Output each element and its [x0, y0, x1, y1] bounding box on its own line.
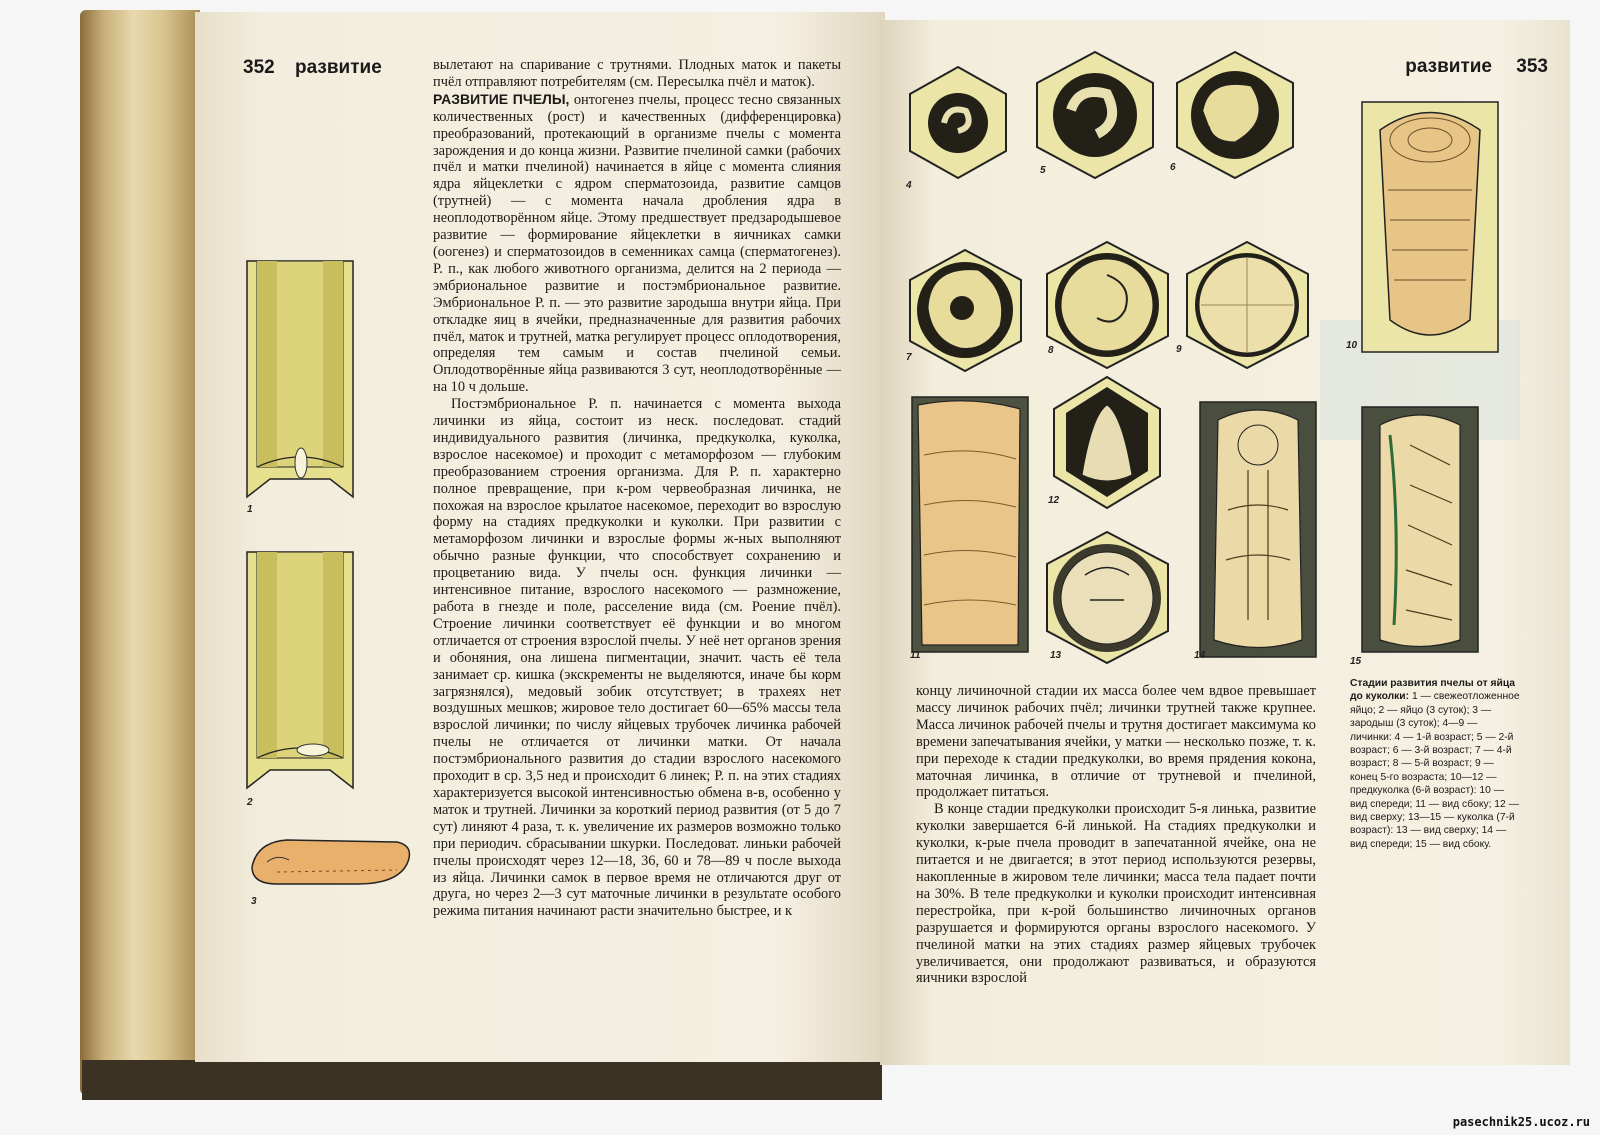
figure-7-larva-4th-instar	[908, 248, 1023, 373]
paragraph-metamorphosis: В конце стадии предкуколки происходит 5-я линька, развитие куколки завершается 6-й линькой. На стадиях предкуколки и куколки, к-рые пчела проводит в запечатанной ячейке, она не питается и не двигается; в этот период используются резервы, накопленные в жировом теле личинки; масса тела падает почти на 30%. В теле предкуколки и куколки происходит интенсивная перестройка, при к-рой большинство личиночных органов разрушается и формируются органы взрослого насекомого. У пчелиной матки на этих стадиях размер яйцевых трубочек увеличивается, они продолжают развиваться, и образуются яичники взрослой	[916, 801, 1316, 987]
site-watermark: pasechnik25.ucoz.ru	[1452, 1115, 1590, 1129]
figure-4-larva-1st-instar	[908, 65, 1008, 180]
book-cover-bottom	[82, 1060, 882, 1100]
figure-8-larva-5th-instar	[1045, 240, 1170, 370]
figure-label-14: 14	[1194, 650, 1206, 661]
entry-body: онтогенез пчелы, процесс тесно связанных количественных (рост) и качественных (дифференцировка) преобразований, протекающий в организме пчелы с момента зарождения и до конца жизни. Развитие пчелиной самки (рабочих пчёл и матки пчелиной) начинается в яйце с момента слияния ядра яйцеклетки с ядром сперматозоида, развитие самцов (трутней) — с момента начала дробления ядра в неоплодотворённом яйце. Этому предшествует предзародышевое развитие — формирование яйцеклетки в яичниках самки (оогенез) и сперматозоидов в семенниках самца (сперматогенез). Р. п., как любого животного организма, делится на 2 периода — эмбриональное развитие и постэмбриональное развитие. Эмбриональное Р. п. — это развитие зародыша внутри яйца. При откладке яиц в ячейки, предназначенные для развития рабочих пчёл, маток и трутней, матка регулирует процесс оплодотворения, определяя тем самым и состав пчелиной семьи. Оплодотворённые яйца развиваются 3 сут, неоплодотворённые — на 10 ч дольше.	[433, 91, 841, 396]
figure-9-larva-end-5th-instar	[1185, 240, 1310, 370]
figure-label-12: 12	[1048, 495, 1060, 506]
figure-15-pupa-side	[1360, 405, 1480, 655]
page-number-right: 353	[1516, 56, 1548, 77]
figure-label-3: 3	[251, 896, 257, 907]
running-head-left: развитие	[295, 57, 382, 78]
paragraph-continuation-right: концу личиночной стадии их масса более чем вдвое превышает массу личинок рабочих пчёл; личинки трутней также крупнее. Масса личинок рабочей пчелы и трутня достигает максимума ко времени запечатывания ячейки, у матки — несколько позже, т. к. при переходе к стадии предкуколки, во время прядения кокона, маточная личинка, в отличие от трутневой и пчелиной, продолжает питаться.	[916, 683, 1316, 801]
figure-14-pupa-front	[1198, 400, 1318, 660]
figure-13-pupa-top	[1045, 530, 1170, 665]
caption-body: 1 — свежеотложенное яйцо; 2 — яйцо (3 суток); 3 — зародыш (3 суток); 4—9 — личинки: 4 — 1-й возраст; 5 — 2-й возраст; 6 — 3-й возраст; 7 — 4-й возраст; 8 — 5-й возраст; 9 — конец 5-го возраста; 10—12 — предкуколка (6-й возраст): 10 — вид спереди; 11 — вид сбоку; 12 — вид сверху; 13—15 — куколка (7-й возраст): 13 — вид сверху; 14 — вид спереди; 15 — вид сбоку.	[1350, 691, 1520, 850]
figure-caption	[1350, 677, 1520, 851]
figure-label-4: 4	[906, 180, 912, 191]
figure-2-egg-3-days	[245, 548, 355, 793]
figure-3-embryo	[247, 832, 417, 892]
figure-12-prepupa-top	[1052, 375, 1162, 510]
figure-label-13: 13	[1050, 650, 1062, 661]
figure-11-prepupa-side	[910, 395, 1030, 655]
figure-label-7: 7	[906, 352, 912, 363]
figure-label-10: 10	[1346, 340, 1358, 351]
figure-label-8: 8	[1048, 345, 1054, 356]
page-number-left: 352	[243, 57, 275, 78]
entry-paragraph	[433, 91, 841, 396]
caption-title: Стадии развития пчелы от яйца до куколки:	[1350, 678, 1516, 703]
figure-label-15: 15	[1350, 656, 1362, 667]
right-page	[880, 20, 1570, 1065]
entry-title: РАЗВИТИЕ ПЧЕЛЫ,	[433, 90, 570, 107]
figure-label-9: 9	[1176, 344, 1182, 355]
figure-5-larva-2nd-instar	[1035, 50, 1155, 180]
paragraph-continuation: вылетают на спаривание с трутнями. Плодных маток и пакеты пчёл отправляют потребителям (см. Пересылка пчёл и маток).	[433, 57, 841, 90]
paragraph-postembryonic: Постэмбриональное Р. п. начинается с момента выхода личинки из яйца, состоит из неск. последоват. стадий индивидуального развития (личинка, предкуколка, куколка, взрослое насекомое) и проходит с метаморфозом — глубоким преобразованием строения организма. Для Р. п. характерно полное превращение, при к-ром червеобразная личинка, не похожая на взрослое крылатое насекомое, переходит во взрослую форму на стадиях предкуколки и куколки. При развитии с метаморфозом личинки и взрослые формы ж-ных выполняют обычно разные функции, что способствует сохранению и процветанию вида. У пчелы осн. функция личинки — интенсивное питание, взрослого насекомого — размножение, работа в гнезде и поле, расселение вида (см. Роение пчёл). Строение личинки соответствует её функции и во многом отличается от строения взрослой пчелы. У неё нет органов зрения и обоняния, она лишена пигментации, значит. часть её тела занимает ср. кишка (экскременты не выделяются, иначе бы корм загрязнялся), медовый зобик отсутствует; в трахеях нет воздушных мешков; жировое тело достигает 60—65% массы тела взрослой личинки; по числу яйцевых трубочек личинка рабочей пчелы не отличается от личинки матки. От начала постэмбрионального развития до стадии взрослого насекомого проходит в ср. 3,5 нед и происходит 6 линек; Р. п. на этих стадиях характеризуется высокой интенсивностью обмена в-в, особенно у маток и трутней. Личинки за короткий период развития (от 5 до 7 сут) линяют 4 раза, т. к. увеличение их размеров возможно только при периодич. сбрасывании шкурки. Последоват. линьки рабочей пчелы происходят через 12—18, 36, 60 и 78—89 ч после выхода из яйца. Личинки самок в первое время не отличаются друг от друга, но через 2—3 сут маточные личинки в результате особого режима питания начинают расти значительно быстрее, и к	[433, 396, 841, 920]
left-page	[195, 12, 885, 1062]
right-text-column	[916, 683, 1316, 987]
figure-label-5: 5	[1040, 165, 1046, 176]
running-head-right: развитие	[1405, 56, 1492, 77]
figure-1-fresh-egg	[245, 257, 355, 502]
book-page-edges	[80, 10, 200, 1095]
figure-6-larva-3rd-instar	[1175, 50, 1295, 180]
figure-10-prepupa-front	[1360, 100, 1500, 355]
figure-label-2: 2	[247, 797, 253, 808]
figure-label-1: 1	[247, 504, 253, 515]
left-text-column	[433, 57, 841, 920]
figure-label-6: 6	[1170, 162, 1176, 173]
figure-label-11: 11	[910, 650, 921, 661]
